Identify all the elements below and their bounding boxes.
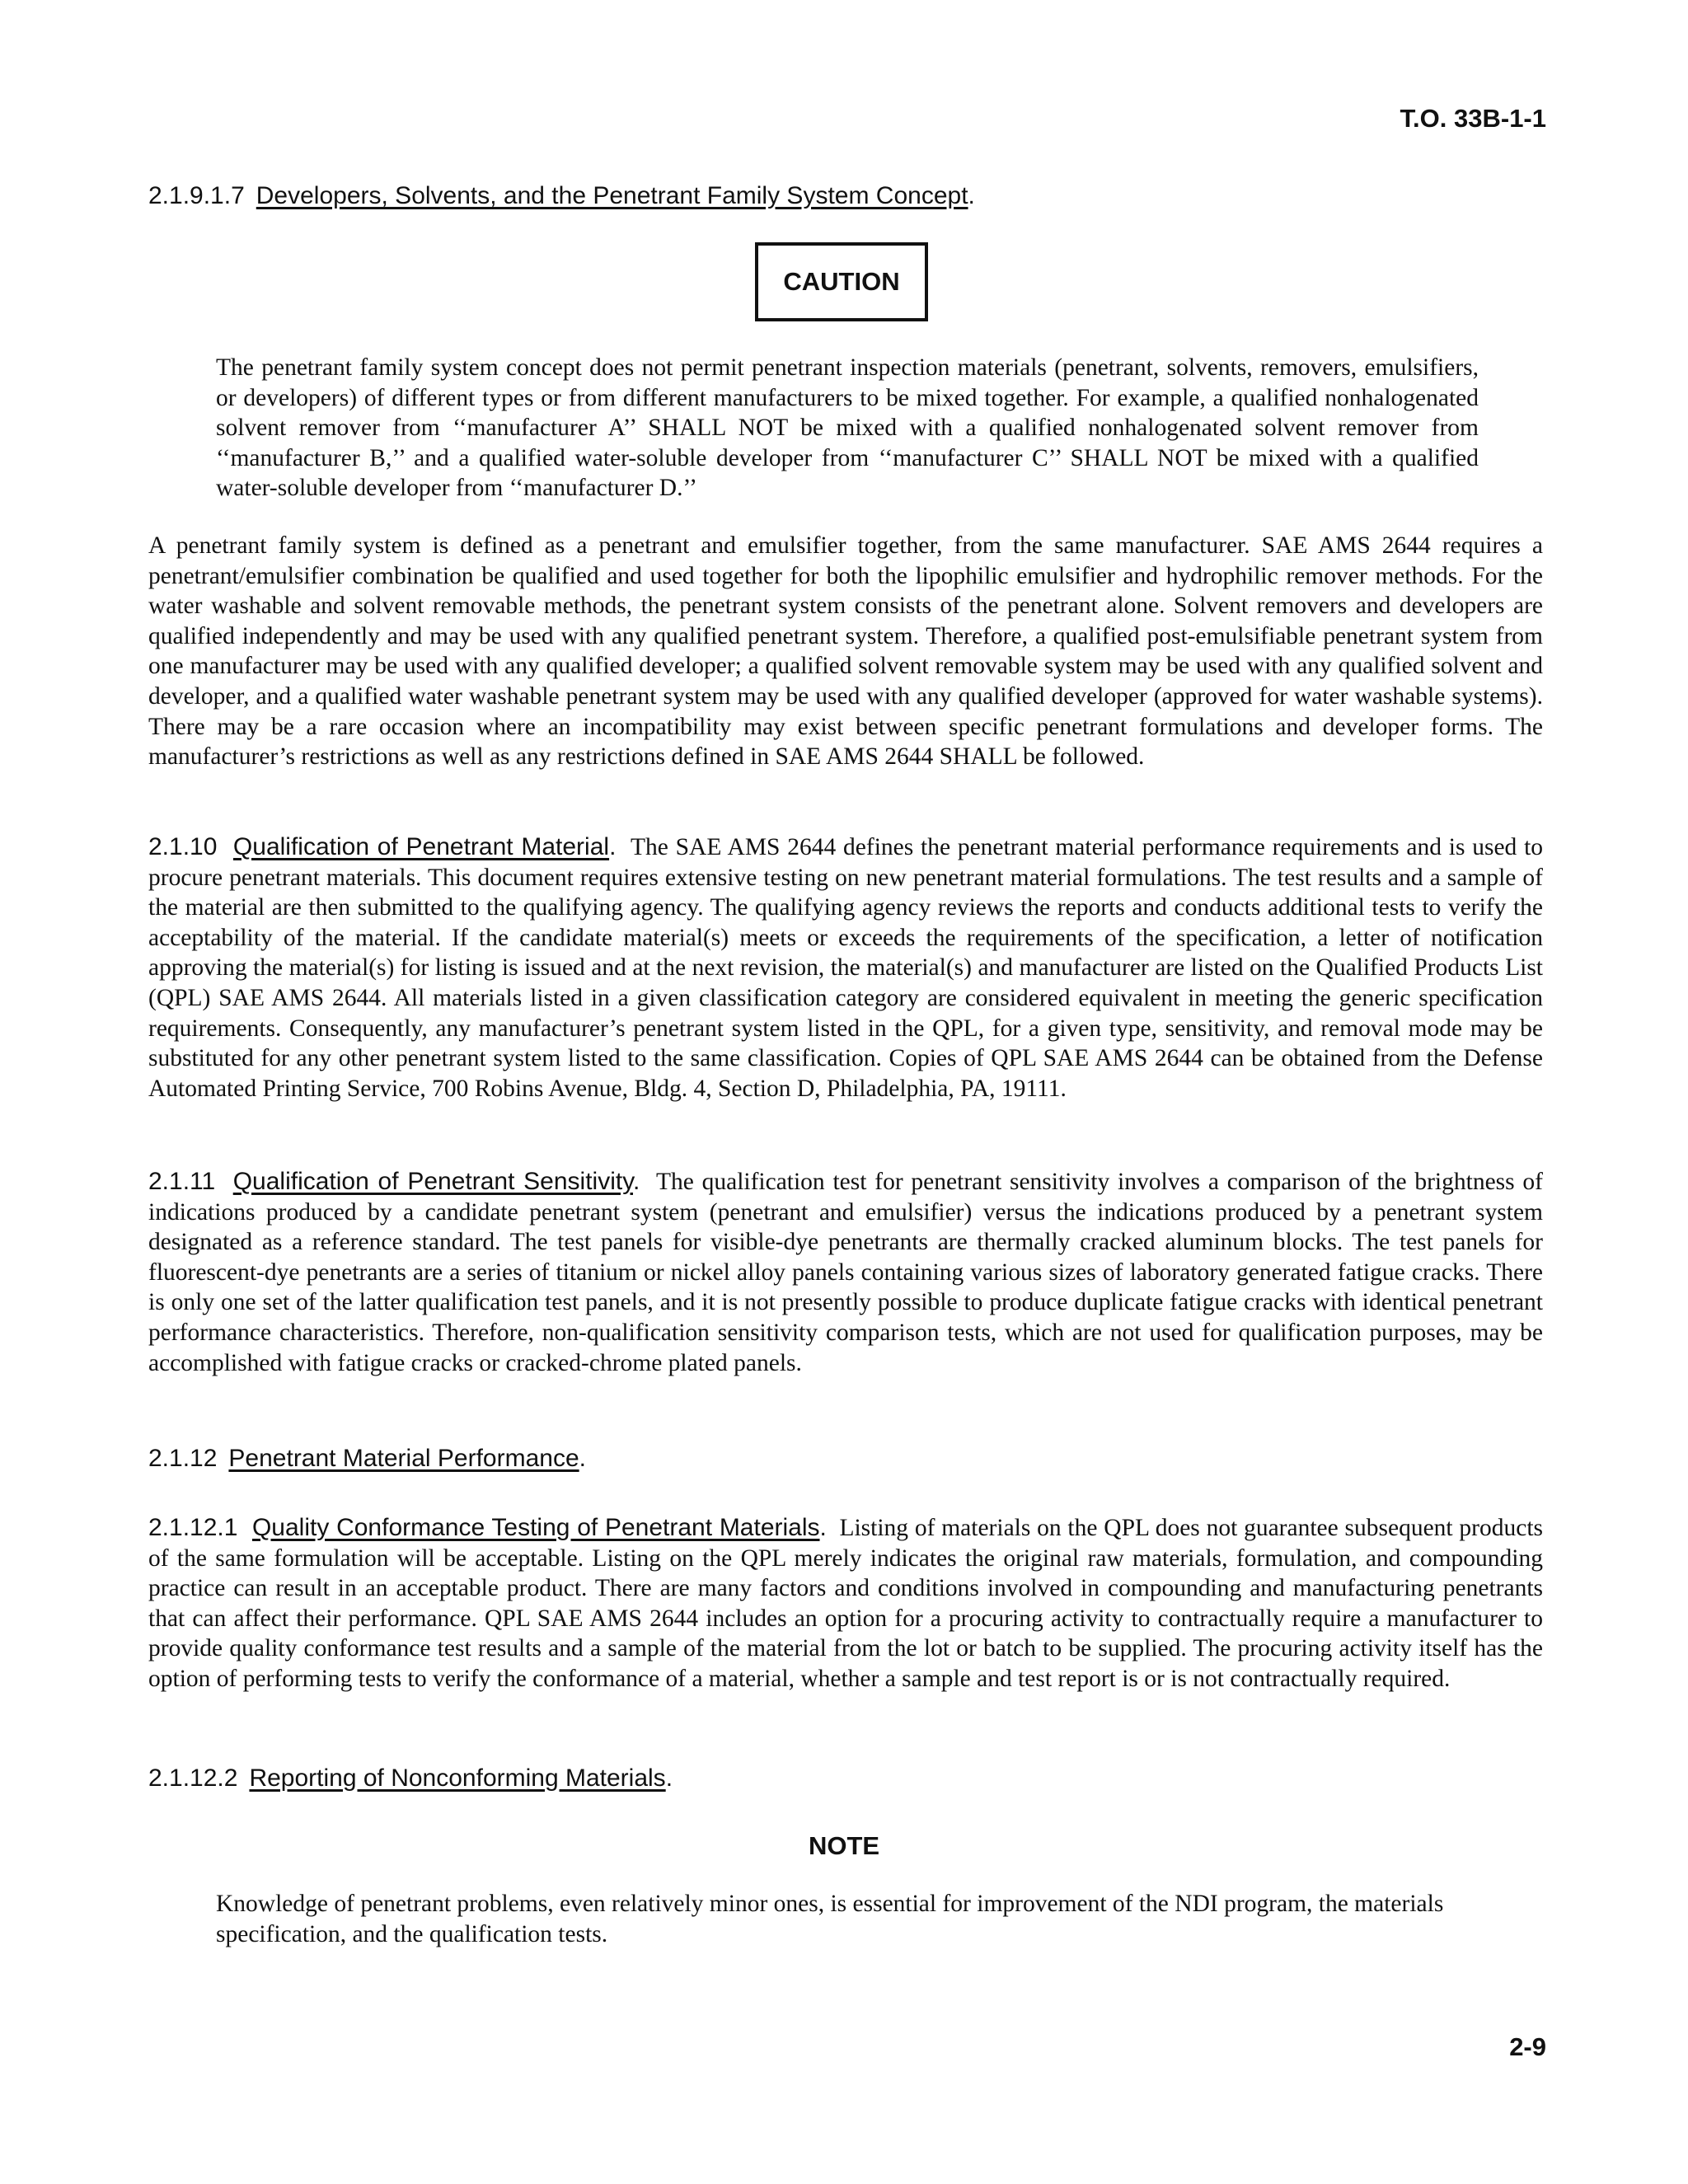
section-title: Penetrant Material Performance	[228, 1445, 579, 1472]
section-number: 2.1.12.1	[148, 1514, 238, 1541]
note-label: NOTE	[808, 1831, 880, 1860]
section-2-1-10: 2.1.10 Qualification of Penetrant Material. The SAE AMS 2644 defines the penetrant material performance requirements and is used to procure penetrant materials. This document requires extensive testing on new penetrant material formulations. The test results and a sample of the material are then submitted to the qualifying agency. The qualifying agency reviews the reports and conducts additional tests to verify the acceptability of the material. If the candidate material(s) meets or exceeds the requirements of the specification, a letter of notification approving the material(s) for listing is issued and at the next revision, the material(s) and manufacturer are listed on the Qualified Products List (QPL) SAE AMS 2644. All materials listed in a given classification category are considered equivalent in meeting the generic specification requirements. Consequently, any manufacturer’s penetrant system listed in the QPL, for a given type, sensitivity, and removal mode may be substituted for any other penetrant system listed to the same classification. Copies of QPL SAE AMS 2644 can be obtained from the Defense Automated Printing Service, 700 Robins Avenue, Bldg. 4, Section D, Philadelphia, PA, 19111.	[148, 833, 1544, 1102]
caution-label: CAUTION	[783, 267, 900, 296]
family-system-paragraph: A penetrant family system is defined as a penetrant and emulsifier together, from the same manufacturer. SAE AMS 2644 requires a penetrant/emulsifier combination be qualified and used together for both the lipophilic emulsifier and hydrophilic remover methods. For the water washable and solvent removable methods, the penetrant system consists of the penetrant alone. Solvent removers and developers are qualified independently and may be used with any qualified penetrant system. Therefore, a qualified post-emulsifiable penetrant system from one manufacturer may be used with any qualified developer; a qualified solvent removable system may be used with any qualified solvent and developer, and a qualified water washable penetrant system may be used with any qualified developer (approved for water washable systems). There may be a rare occasion where an incompatibility may exist between specific penetrant formulations and developer forms. The manufacturer’s restrictions as well as any restrictions defined in SAE AMS 2644 SHALL be followed.	[148, 532, 1543, 771]
note-text: Knowledge of penetrant problems, even relatively minor ones, is essential for improvement of the NDI program, the materials specification, and the qualification tests.	[216, 1891, 1444, 1947]
section-title: Developers, Solvents, and the Penetrant Family System Concept	[256, 182, 968, 209]
caution-text: The penetrant family system concept does not permit penetrant inspection materials (penetrant, solvents, removers, emulsifiers, or developers) of different types or from different manufacturers to be mixed together. For example, a qualified nonhalogenated solvent remover from ‘‘manufacturer A’’ SHALL NOT be mixed with a qualified nonhalogenated solvent remover from ‘‘manufacturer B,’’ and a qualified water-soluble developer from ‘‘manufacturer C’’ SHALL NOT be mixed with a qualified water-soluble developer from ‘‘manufacturer D.’’	[216, 354, 1479, 502]
section-body: The qualification test for penetrant sensitivity involves a comparison of the brightness of indications produced by a candidate penetrant system (penetrant and emulsifier) versus the indications produced by a penetrant system designated as a reference standard. The test panels for visible-dye penetrants are thermally cracked aluminum blocks. The test panels for fluorescent-dye penetrants are a series of titanium or nickel alloy panels containing various sizes of laboratory generated fatigue cracks. There is only one set of the latter qualification test panels, and it is not presently possible to produce duplicate fatigue cracks with identical penetrant performance characteristics. Therefore, non-qualification sensitivity comparison tests, which are not used for qualification purposes, may be accomplished with fatigue cracks or cracked-chrome plated panels.	[148, 1169, 1543, 1376]
section-number: 2.1.11	[148, 1168, 216, 1195]
section-2-1-12-2-heading: 2.1.12.2 Reporting of Nonconforming Materials.	[148, 1765, 673, 1792]
section-number: 2.1.10	[148, 833, 218, 860]
section-2-1-11: 2.1.11 Qualification of Penetrant Sensitivity. The qualification test for penetrant sensitivity involves a comparison of the brightness of indications produced by a candidate penetrant system (penetrant and emulsifier) versus the indications produced by a penetrant system designated as a reference standard. The test panels for visible-dye penetrants are thermally cracked aluminum blocks. The test panels for fluorescent-dye penetrants are a series of titanium or nickel alloy panels containing various sizes of laboratory generated fatigue cracks. There is only one set of the latter qualification test panels, and it is not presently possible to produce duplicate fatigue cracks with identical penetrant performance characteristics. Therefore, non-qualification sensitivity comparison tests, which are not used for qualification purposes, may be accomplished with fatigue cracks or cracked-chrome plated panels.	[148, 1168, 1543, 1376]
caution-box	[755, 242, 928, 321]
section-title: Quality Conformance Testing of Penetrant Materials	[251, 1514, 820, 1541]
section-title: Qualification of Penetrant Material	[232, 833, 610, 860]
document-id: T.O. 33B-1-1	[1400, 104, 1546, 133]
section-body: Listing of materials on the QPL does not guarantee subsequent products of the same formulation will be acceptable. Listing on the QPL merely indicates the original raw materials, formulation, and compounding practice can result in an acceptable product. There are many factors and conditions involved in compounding and manufacturing penetrants that can affect their performance. QPL SAE AMS 2644 includes an option for a procuring activity to contractually require a manufacturer to provide quality conformance test results and a sample of the material from the lot or batch to be supplied. The procuring activity itself has the option of performing tests to verify the conformance of a material, whether a sample and test report is or is not contractually required.	[148, 1515, 1543, 1692]
section-number: 2.1.12.2	[148, 1765, 238, 1792]
section-body: The SAE AMS 2644 defines the penetrant material performance requirements and is used to procure penetrant materials. This document requires extensive testing on new penetrant material formulations. The test results and a sample of the material are then submitted to the qualifying agency. The qualifying agency reviews the reports and conducts additional tests to verify the acceptability of the material. If the candidate material(s) meets or exceeds the requirements of the specification, a letter of notification approving the material(s) for listing is issued and at the next revision, the material(s) and manufacturer are listed on the Qualified Products List (QPL) SAE AMS 2644. All materials listed in a given classification category are considered equivalent in meeting the generic specification requirements. Consequently, any manufacturer’s penetrant system listed in the QPL, for a given type, sensitivity, and removal mode may be substituted for any other penetrant system listed to the same classification. Copies of QPL SAE AMS 2644 can be obtained from the Defense Automated Printing Service, 700 Robins Avenue, Bldg. 4, Section D, Philadelphia, PA, 19111.	[148, 834, 1544, 1102]
page-number: 2-9	[1509, 2032, 1546, 2061]
section-number: 2.1.9.1.7	[148, 182, 245, 209]
section-title: Qualification of Penetrant Sensitivity	[232, 1168, 633, 1195]
caution-text-block	[216, 353, 1479, 504]
section-2-1-12-heading: 2.1.12 Penetrant Material Performance.	[148, 1445, 586, 1472]
section-2-1-9-1-7-heading: 2.1.9.1.7 Developers, Solvents, and the Penetrant Family System Concept.	[148, 182, 975, 209]
section-number: 2.1.12	[148, 1445, 218, 1472]
section-title: Reporting of Nonconforming Materials	[249, 1765, 666, 1792]
note-text-block	[216, 1889, 1479, 1949]
section-2-1-12-1: 2.1.12.1 Quality Conformance Testing of Penetrant Materials. Listing of materials on the QPL does not guarantee subsequent products of the same formulation will be acceptable. Listing on the QPL merely indicates the original raw materials, formulation, and compounding practice can result in an acceptable product. There are many factors and conditions involved in compounding and manufacturing penetrants that can affect their performance. QPL SAE AMS 2644 includes an option for a procuring activity to contractually require a manufacturer to provide quality conformance test results and a sample of the material from the lot or batch to be supplied. The procuring activity itself has the option of performing tests to verify the conformance of a material, whether a sample and test report is or is not contractually required.	[148, 1514, 1543, 1692]
